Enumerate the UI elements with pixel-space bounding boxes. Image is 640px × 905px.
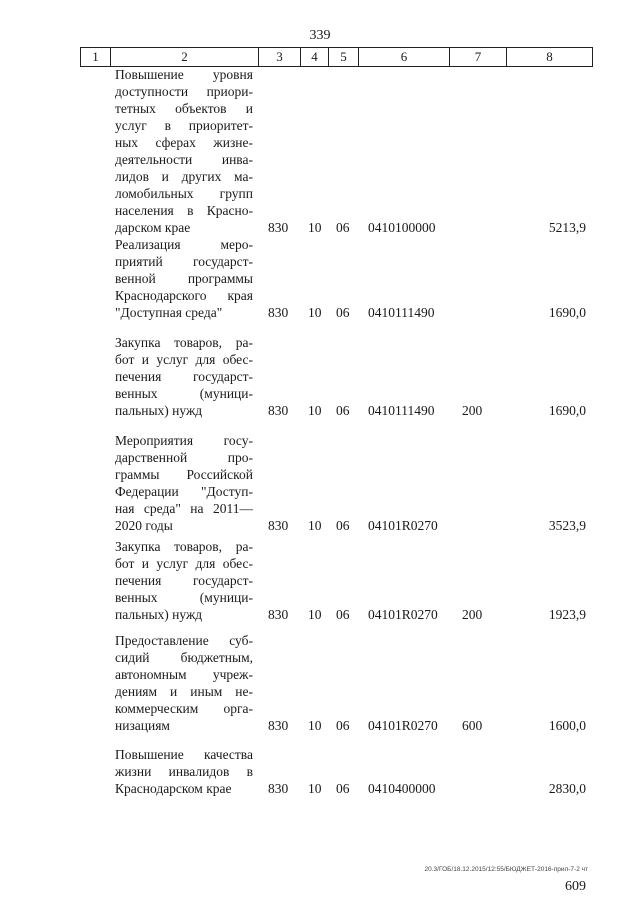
target-article-code: 0410400000 [368, 781, 436, 796]
section-code: 10 [308, 607, 322, 622]
description-line: коммерческим орга- [115, 701, 253, 716]
column-header-cell: 5 [329, 48, 359, 67]
description-line: ная среда" на 2011— [115, 501, 253, 516]
description-line: Краснодарском крае [115, 781, 232, 796]
amount: 1600,0 [548, 718, 586, 733]
subsection-code: 06 [336, 781, 350, 796]
section-code: 10 [308, 781, 322, 796]
target-article-code: 0410100000 [368, 220, 436, 235]
ministry-code: 830 [268, 607, 289, 622]
description-line: дарском крае [115, 220, 191, 235]
row-description [115, 746, 253, 797]
amount: 1690,0 [548, 403, 586, 418]
column-header-cell: 6 [359, 48, 450, 67]
description-line: дениям и иным не- [115, 684, 253, 699]
description-line: ных сферах жизне- [115, 135, 253, 150]
section-code: 10 [308, 518, 322, 533]
description-line: граммы Российской [115, 467, 253, 482]
column-header-row [81, 48, 593, 67]
page-number-bottom: 609 [565, 879, 586, 894]
row-description [115, 236, 253, 321]
target-article-code: 0410111490 [368, 403, 435, 418]
row-description [115, 538, 253, 623]
description-line: "Доступная среда" [115, 305, 223, 320]
subsection-code: 06 [336, 305, 350, 320]
description-line: Закупка товаров, ра- [115, 539, 253, 554]
description-line: лидов и других ма- [115, 169, 253, 184]
description-line: Федерации "Доступ- [115, 484, 253, 499]
description-line: ломобильных групп [115, 186, 253, 201]
ministry-code: 830 [268, 718, 289, 733]
subsection-code: 06 [336, 220, 350, 235]
row-description [115, 334, 253, 419]
subsection-code: 06 [336, 518, 350, 533]
column-header-cell: 3 [259, 48, 301, 67]
amount: 3523,9 [548, 518, 586, 533]
description-line: приятий государст- [115, 254, 253, 269]
target-article-code: 04101R0270 [368, 607, 438, 622]
description-line: 2020 годы [115, 518, 173, 533]
amount: 2830,0 [548, 781, 586, 796]
subsection-code: 06 [336, 718, 350, 733]
section-code: 10 [308, 220, 322, 235]
column-header-cell: 1 [81, 48, 111, 67]
section-code: 10 [308, 403, 322, 418]
description-line: услуг в приоритет- [115, 118, 253, 133]
ministry-code: 830 [268, 305, 289, 320]
description-line: доступности приори- [115, 84, 253, 99]
target-article-code: 0410111490 [368, 305, 435, 320]
expense-type-code: 200 [462, 607, 483, 622]
ministry-code: 830 [268, 403, 289, 418]
ministry-code: 830 [268, 781, 289, 796]
description-line: пальных) нужд [115, 607, 203, 622]
column-header-cell: 8 [507, 48, 593, 67]
column-header-cell: 7 [450, 48, 507, 67]
description-line: населения в Красно- [115, 203, 253, 218]
document-footer-code: 20.3/ГОБ/18.12.2015/12:55/БЮДЖЕТ-2016-прил-7-2 чт [424, 866, 588, 873]
description-line: деятельности инва- [115, 152, 253, 167]
section-code: 10 [308, 305, 322, 320]
description-line: Реализация меро- [115, 237, 253, 252]
description-line: бот и услуг для обес- [115, 352, 253, 367]
row-description [115, 432, 253, 534]
description-line: жизни инвалидов в [115, 764, 253, 779]
description-line: бот и услуг для обес- [115, 556, 253, 571]
ministry-code: 830 [268, 518, 289, 533]
description-line: Закупка товаров, ра- [115, 335, 253, 350]
expense-type-code: 200 [462, 403, 483, 418]
description-line: пальных) нужд [115, 403, 203, 418]
description-line: венных (муници- [115, 590, 253, 605]
amount: 1923,9 [548, 607, 586, 622]
ministry-code: 830 [268, 220, 289, 235]
description-line: автономным учреж- [115, 667, 253, 682]
amount: 1690,0 [548, 305, 586, 320]
description-line: Повышение качества [115, 747, 253, 762]
description-line: Предоставление суб- [115, 633, 253, 648]
description-line: низациям [115, 718, 170, 733]
column-header-table [80, 47, 593, 67]
description-line: Краснодарского края [115, 288, 253, 303]
row-description [115, 66, 253, 236]
description-line: венных (муници- [115, 386, 253, 401]
subsection-code: 06 [336, 403, 350, 418]
description-line: сидий бюджетным, [115, 650, 253, 665]
target-article-code: 04101R0270 [368, 718, 438, 733]
section-code: 10 [308, 718, 322, 733]
row-description [115, 632, 253, 734]
amount: 5213,9 [548, 220, 586, 235]
description-line: Мероприятия госу- [115, 433, 253, 448]
expense-type-code: 600 [462, 718, 483, 733]
page-number-top: 339 [309, 28, 331, 43]
column-header-cell: 2 [111, 48, 259, 67]
description-line: венной программы [115, 271, 253, 286]
description-line: тетных объектов и [115, 101, 253, 116]
description-line: печения государст- [115, 573, 253, 588]
description-line: Повышение уровня [115, 67, 253, 82]
description-line: печения государст- [115, 369, 253, 384]
subsection-code: 06 [336, 607, 350, 622]
target-article-code: 04101R0270 [368, 518, 438, 533]
column-header-cell: 4 [301, 48, 329, 67]
description-line: дарственной про- [115, 450, 253, 465]
